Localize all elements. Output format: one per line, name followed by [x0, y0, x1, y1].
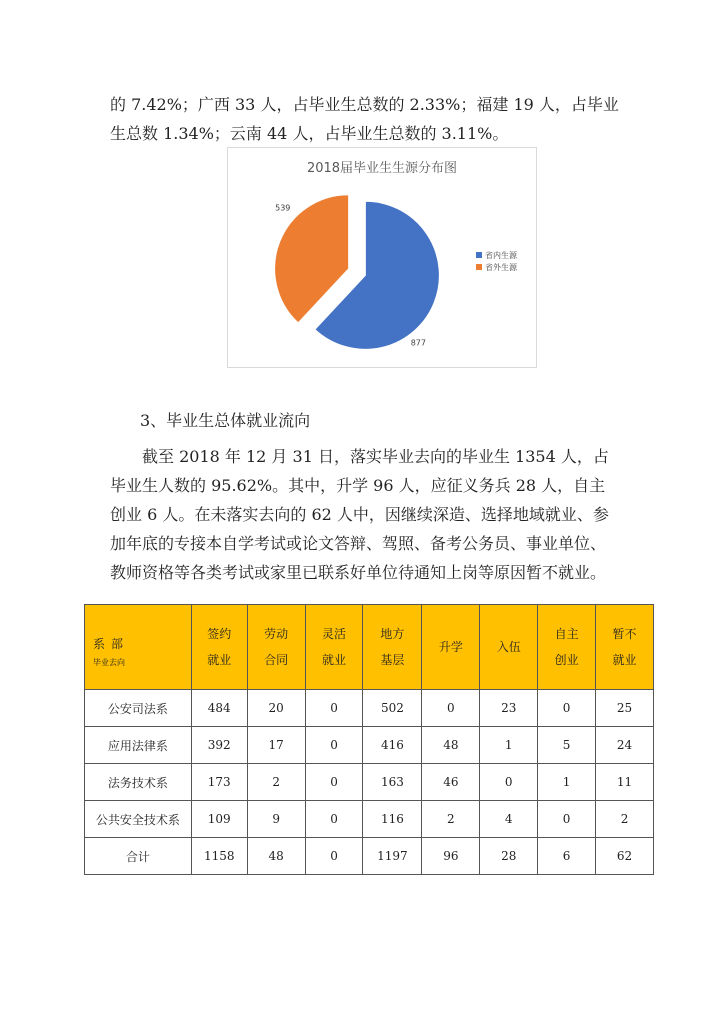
- header-corner-cell: [85, 605, 192, 690]
- value-cell: 109: [191, 801, 247, 838]
- value-cell: 0: [305, 764, 363, 801]
- header-text: 基层: [380, 653, 405, 667]
- value-cell: 0: [305, 801, 363, 838]
- value-cell: 48: [247, 838, 305, 875]
- table-header-cell: [480, 605, 538, 690]
- value-cell: 9: [247, 801, 305, 838]
- table-header-cell: [247, 605, 305, 690]
- corner-dept-label: 系部: [93, 637, 130, 651]
- value-cell: 163: [363, 764, 422, 801]
- pie-slice-2: [275, 195, 349, 323]
- value-cell: 0: [305, 838, 363, 875]
- value-cell: 173: [191, 764, 247, 801]
- value-cell: 0: [422, 690, 480, 727]
- value-cell: 46: [422, 764, 480, 801]
- value-cell: 502: [363, 690, 422, 727]
- value-cell: 2: [247, 764, 305, 801]
- value-cell: 6: [538, 838, 596, 875]
- dept-cell: 合计: [85, 838, 192, 875]
- value-cell: 28: [480, 838, 538, 875]
- table-header-cell: [538, 605, 596, 690]
- table-row: [85, 690, 654, 727]
- employment-table: [84, 604, 654, 875]
- value-cell: 24: [596, 727, 654, 764]
- pie-chart: [227, 147, 537, 368]
- header-text: 创业: [554, 653, 579, 667]
- value-cell: 0: [480, 764, 538, 801]
- table-header-cell: [363, 605, 422, 690]
- legend-swatch: [476, 264, 482, 270]
- table-row: [85, 727, 654, 764]
- pie-chart-svg: [228, 148, 536, 367]
- header-text: 就业: [322, 653, 347, 667]
- dept-cell: 法务技术系: [85, 764, 192, 801]
- table-row: [85, 801, 654, 838]
- dept-cell: 应用法律系: [85, 727, 192, 764]
- value-cell: 23: [480, 690, 538, 727]
- value-cell: 4: [480, 801, 538, 838]
- legend-label: 省内生源: [485, 251, 517, 260]
- corner-destination-label: 毕业去向: [93, 658, 125, 667]
- header-text: 升学: [438, 640, 463, 654]
- value-cell: 416: [363, 727, 422, 764]
- value-cell: 25: [596, 690, 654, 727]
- value-cell: 1: [480, 727, 538, 764]
- header-text: 合同: [264, 653, 289, 667]
- employment-paragraph: 截至 2018 年 12 月 31 日，落实毕业去向的毕业生 1354 人，占毕业生人数的 95.62%。其中，升学 96 人，应征义务兵 28 人，自主创业 6 人。在未落实去向的 62 人中，因继续深造、选择地域就业、参加年底的专接本自学考试或论文答辩、驾照、备考公务员、事业单位、教师资格等各类考试或家里已联系好单位待通知上岗等原因暂不就业。: [110, 447, 609, 582]
- value-cell: 0: [538, 801, 596, 838]
- slice-value-label: 877: [410, 338, 426, 348]
- header-text: 就业: [612, 653, 637, 667]
- header-text: 签约: [207, 627, 232, 641]
- table-row: [85, 838, 654, 875]
- table-header-cell: [422, 605, 480, 690]
- legend-label: 省外生源: [485, 263, 517, 272]
- section-heading: 3、毕业生总体就业流向: [140, 411, 311, 430]
- value-cell: 62: [596, 838, 654, 875]
- chart-title: 2018届毕业生生源分布图: [306, 161, 458, 176]
- value-cell: 116: [363, 801, 422, 838]
- header-text: 自主: [554, 627, 579, 641]
- intro-paragraph: 的 7.42%；广西 33 人，占毕业生总数的 2.33%；福建 19 人，占毕业生总数 1.34%；云南 44 人，占毕业生总数的 3.11%。: [110, 95, 619, 143]
- value-cell: 2: [422, 801, 480, 838]
- dept-cell: 公安司法系: [85, 690, 192, 727]
- table-header-cell: [191, 605, 247, 690]
- dept-cell: 公共安全技术系: [85, 801, 192, 838]
- header-text: 劳动: [264, 627, 289, 641]
- header-text: 就业: [207, 653, 232, 667]
- value-cell: 11: [596, 764, 654, 801]
- header-text: 灵活: [322, 627, 347, 641]
- slice-value-label: 539: [275, 203, 291, 213]
- legend-swatch: [476, 252, 482, 258]
- value-cell: 1158: [191, 838, 247, 875]
- value-cell: 5: [538, 727, 596, 764]
- value-cell: 2: [596, 801, 654, 838]
- header-text: 入伍: [496, 640, 521, 654]
- value-cell: 0: [305, 690, 363, 727]
- value-cell: 96: [422, 838, 480, 875]
- value-cell: 17: [247, 727, 305, 764]
- header-text: 地方: [380, 627, 405, 641]
- table-header-cell: [596, 605, 654, 690]
- header-text: 暂不: [612, 627, 637, 641]
- value-cell: 484: [191, 690, 247, 727]
- value-cell: 0: [305, 727, 363, 764]
- value-cell: 392: [191, 727, 247, 764]
- table-header-row: [85, 605, 654, 690]
- value-cell: 1197: [363, 838, 422, 875]
- value-cell: 48: [422, 727, 480, 764]
- value-cell: 0: [538, 690, 596, 727]
- value-cell: 1: [538, 764, 596, 801]
- value-cell: 20: [247, 690, 305, 727]
- table-header-cell: [305, 605, 363, 690]
- table-row: [85, 764, 654, 801]
